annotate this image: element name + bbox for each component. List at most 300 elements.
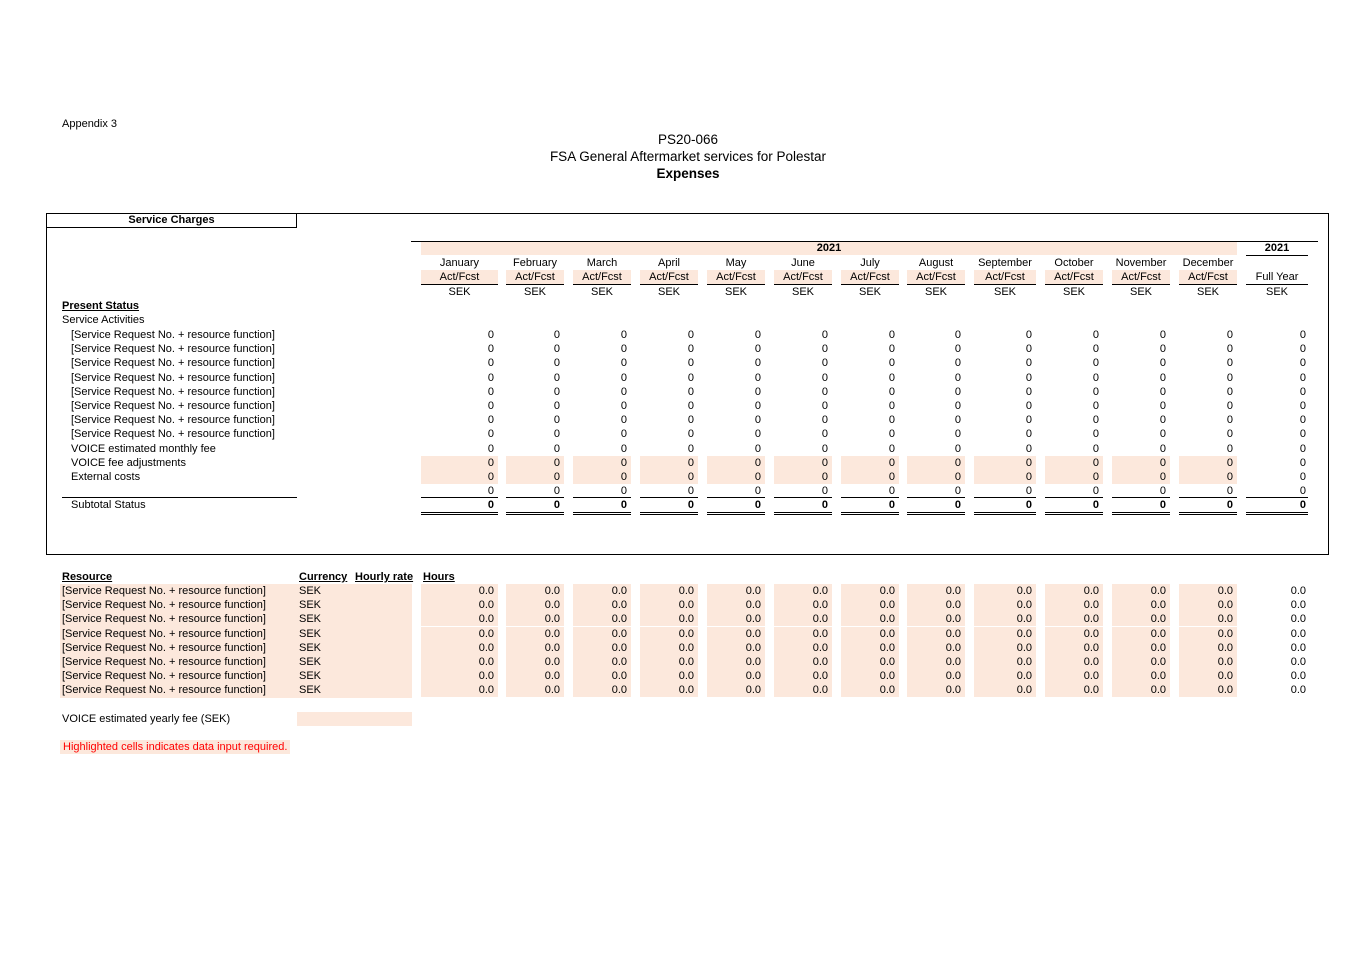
activity-value-cell[interactable]: 0 xyxy=(506,470,564,484)
activity-value-cell: 0 xyxy=(821,357,828,370)
currency-header: SEK xyxy=(448,286,471,298)
activity-value-cell: 0 xyxy=(687,400,694,412)
activity-value-cell: 0 xyxy=(1025,400,1032,412)
resource-hours-cell[interactable]: 0.0 xyxy=(907,683,965,697)
resource-hours-cell[interactable]: 0.0 xyxy=(974,683,1036,697)
resource-hours-cell[interactable]: 0.0 xyxy=(707,669,765,683)
resource-hours-cell[interactable]: 0.0 xyxy=(573,641,631,655)
activity-value-cell[interactable]: 0 xyxy=(907,456,965,470)
resource-hours-total: 0.0 xyxy=(1290,670,1306,683)
currency-header: SEK xyxy=(1129,286,1152,298)
activity-value-cell[interactable]: 0 xyxy=(573,470,631,484)
service-activities-label: Service Activities xyxy=(62,314,145,326)
month-header: June xyxy=(791,257,815,269)
activity-value-cell: 0 xyxy=(487,385,494,398)
currency-header: SEK xyxy=(858,286,881,298)
activity-value-cell[interactable]: 0 xyxy=(1112,456,1170,470)
resource-hours-cell[interactable]: 0.0 xyxy=(640,669,698,683)
activity-value-cell: 0 xyxy=(1092,357,1099,370)
sum-total-cell: 0 xyxy=(1299,485,1306,497)
resource-hours-cell[interactable]: 0.0 xyxy=(573,669,631,683)
activity-value-cell: 0 xyxy=(1159,442,1166,455)
resource-hours-total: 0.0 xyxy=(1290,641,1306,654)
resource-hours-cell[interactable]: 0.0 xyxy=(421,655,498,669)
resource-hours-cell[interactable]: 0.0 xyxy=(1045,598,1103,612)
resource-hours-cell[interactable]: 0.0 xyxy=(707,598,765,612)
activity-value-cell: 0 xyxy=(954,357,961,370)
activity-value-cell: 0 xyxy=(1159,371,1166,384)
resource-hours-cell[interactable]: 0.0 xyxy=(707,655,765,669)
month-header: November xyxy=(1115,257,1167,269)
resource-hours-cell[interactable]: 0.0 xyxy=(841,598,899,612)
resource-hours-cell[interactable]: 0.0 xyxy=(707,584,765,598)
resource-hours-total: 0.0 xyxy=(1290,599,1306,612)
activity-value-cell: 0 xyxy=(620,442,627,455)
activity-total-cell: 0 xyxy=(1299,371,1306,384)
sum-value-cell: 0 xyxy=(888,485,895,497)
service-charges-title: Service Charges xyxy=(46,213,297,228)
activity-value-cell: 0 xyxy=(954,385,961,398)
resource-hours-cell[interactable]: 0.0 xyxy=(774,612,832,626)
subtotal-double-rule xyxy=(707,512,765,515)
resource-hours-cell[interactable]: 0.0 xyxy=(421,669,498,683)
activity-value-cell: 0 xyxy=(821,371,828,384)
month-header: August xyxy=(918,257,954,269)
act-fcst-header: Act/Fcst xyxy=(841,270,899,284)
resource-hours-cell[interactable]: 0.0 xyxy=(1045,669,1103,683)
subtotal-double-rule xyxy=(1045,512,1103,515)
resource-hours-cell[interactable]: 0.0 xyxy=(841,641,899,655)
act-fcst-header: Act/Fcst xyxy=(1179,270,1237,284)
activity-value-cell: 0 xyxy=(1226,414,1233,427)
resource-hours-cell[interactable]: 0.0 xyxy=(1045,655,1103,669)
activity-value-cell: 0 xyxy=(487,343,494,356)
activity-value-cell: 0 xyxy=(888,357,895,370)
sum-value-cell: 0 xyxy=(954,485,961,497)
resource-hours-cell[interactable]: 0.0 xyxy=(907,612,965,626)
activity-value-cell: 0 xyxy=(821,400,828,412)
year-header-rule xyxy=(411,241,1318,242)
resource-row-label[interactable]: [Service Request No. + resource function] xyxy=(62,627,266,640)
present-status-heading: Present Status xyxy=(62,300,140,312)
resource-hours-cell[interactable]: 0.0 xyxy=(506,627,564,641)
activity-value-cell: 0 xyxy=(620,343,627,356)
subtotal-value-cell: 0 xyxy=(553,499,560,511)
hourly-rate-column-header: Hourly rate xyxy=(355,571,414,583)
month-header: April xyxy=(657,257,680,269)
resource-hours-cell[interactable]: 0.0 xyxy=(640,612,698,626)
resource-hours-cell[interactable]: 0.0 xyxy=(421,641,498,655)
activity-value-cell: 0 xyxy=(1025,329,1032,341)
activity-value-cell: 0 xyxy=(1025,357,1032,370)
subtotal-double-rule xyxy=(841,512,899,515)
resource-hours-cell[interactable]: 0.0 xyxy=(506,641,564,655)
subtotal-double-rule xyxy=(1179,512,1237,515)
currency-header: SEK xyxy=(724,286,747,298)
activity-value-cell[interactable]: 0 xyxy=(421,456,498,470)
resource-hours-cell[interactable]: 0.0 xyxy=(841,584,899,598)
resource-hours-cell[interactable]: 0.0 xyxy=(907,598,965,612)
activity-value-cell: 0 xyxy=(754,414,761,427)
resource-hours-cell[interactable]: 0.0 xyxy=(907,584,965,598)
resource-row-label[interactable]: [Service Request No. + resource function] xyxy=(62,613,266,626)
resource-hours-cell[interactable]: 0.0 xyxy=(774,683,832,697)
activity-value-cell: 0 xyxy=(888,343,895,356)
activity-value-cell[interactable]: 0 xyxy=(421,470,498,484)
resource-row-label[interactable]: [Service Request No. + resource function] xyxy=(62,585,266,597)
activity-value-cell: 0 xyxy=(687,371,694,384)
resource-hours-cell[interactable]: 0.0 xyxy=(974,598,1036,612)
subtotal-value-cell: 0 xyxy=(754,499,761,511)
subtotal-value-cell: 0 xyxy=(821,499,828,511)
activity-value-cell: 0 xyxy=(821,343,828,356)
resource-hours-cell[interactable]: 0.0 xyxy=(707,627,765,641)
resource-hours-cell[interactable]: 0.0 xyxy=(421,584,498,598)
activity-value-cell[interactable]: 0 xyxy=(974,456,1036,470)
resource-hours-cell[interactable]: 0.0 xyxy=(640,655,698,669)
resource-hours-cell[interactable]: 0.0 xyxy=(1112,655,1170,669)
activity-value-cell: 0 xyxy=(687,357,694,370)
resource-hours-cell[interactable]: 0.0 xyxy=(573,683,631,697)
activity-value-cell[interactable]: 0 xyxy=(707,456,765,470)
header-rule xyxy=(1246,255,1308,256)
act-fcst-header: Act/Fcst xyxy=(1112,270,1170,284)
currency-header: SEK xyxy=(657,286,680,298)
activity-value-cell: 0 xyxy=(954,400,961,412)
sum-value-cell: 0 xyxy=(754,485,761,497)
resource-currency[interactable]: SEK xyxy=(299,613,322,626)
resource-hours-cell[interactable]: 0.0 xyxy=(506,612,564,626)
activity-row-label: [Service Request No. + resource function] xyxy=(71,357,275,370)
activity-value-cell: 0 xyxy=(821,385,828,398)
resource-hours-cell[interactable]: 0.0 xyxy=(907,627,965,641)
activity-value-cell[interactable]: 0 xyxy=(640,456,698,470)
activity-value-cell: 0 xyxy=(1092,385,1099,398)
resource-currency[interactable]: SEK xyxy=(299,627,322,640)
activity-value-cell: 0 xyxy=(620,428,627,441)
activity-value-cell: 0 xyxy=(1226,428,1233,441)
resource-hours-cell[interactable]: 0.0 xyxy=(1045,584,1103,598)
resource-hours-cell[interactable]: 0.0 xyxy=(1179,641,1237,655)
activity-value-cell: 0 xyxy=(1092,343,1099,356)
sum-value-cell: 0 xyxy=(1159,485,1166,497)
resource-hours-cell[interactable]: 0.0 xyxy=(640,598,698,612)
resource-hours-cell[interactable]: 0.0 xyxy=(974,669,1036,683)
activity-value-cell[interactable]: 0 xyxy=(573,456,631,470)
resource-hours-cell[interactable]: 0.0 xyxy=(573,612,631,626)
resource-hours-cell[interactable]: 0.0 xyxy=(1179,683,1237,697)
sum-value-cell: 0 xyxy=(687,485,694,497)
resource-currency[interactable]: SEK xyxy=(299,684,322,697)
act-fcst-header: Act/Fcst xyxy=(974,270,1036,284)
hours-column-header: Hours xyxy=(423,571,455,583)
month-header: March xyxy=(586,257,618,269)
resource-currency[interactable]: SEK xyxy=(299,641,322,654)
activity-value-cell: 0 xyxy=(620,400,627,412)
resource-row-label[interactable]: [Service Request No. + resource function] xyxy=(62,684,266,697)
resource-hours-cell[interactable]: 0.0 xyxy=(974,584,1036,598)
resource-currency[interactable]: SEK xyxy=(299,599,322,612)
activity-value-cell: 0 xyxy=(954,371,961,384)
activity-value-cell: 0 xyxy=(487,329,494,341)
resource-hours-cell[interactable]: 0.0 xyxy=(1045,612,1103,626)
resource-hours-cell[interactable]: 0.0 xyxy=(506,669,564,683)
activity-value-cell: 0 xyxy=(821,428,828,441)
resource-hours-cell[interactable]: 0.0 xyxy=(1112,612,1170,626)
resource-hours-cell[interactable]: 0.0 xyxy=(1112,669,1170,683)
resource-hours-cell[interactable]: 0.0 xyxy=(774,669,832,683)
voice-yearly-fee-input[interactable] xyxy=(297,712,412,726)
activity-value-cell: 0 xyxy=(888,385,895,398)
subtotal-double-rule xyxy=(1246,512,1308,515)
resource-currency[interactable]: SEK xyxy=(299,656,322,668)
activity-value-cell: 0 xyxy=(1159,343,1166,356)
resource-hours-cell[interactable]: 0.0 xyxy=(640,584,698,598)
input-required-note: Highlighted cells indicates data input required. xyxy=(60,740,290,754)
resource-hours-cell[interactable]: 0.0 xyxy=(421,598,498,612)
activity-value-cell: 0 xyxy=(821,329,828,341)
activity-value-cell[interactable]: 0 xyxy=(841,470,899,484)
subtotal-label: Subtotal Status xyxy=(71,499,146,511)
sum-value-cell: 0 xyxy=(487,485,494,497)
resource-hours-cell[interactable]: 0.0 xyxy=(1045,641,1103,655)
resource-hours-cell[interactable]: 0.0 xyxy=(640,683,698,697)
resource-header: Resource xyxy=(62,571,113,583)
activity-row-label: [Service Request No. + resource function] xyxy=(71,329,275,341)
activity-value-cell: 0 xyxy=(487,428,494,441)
year-header: 2021 xyxy=(816,242,842,254)
activity-value-cell: 0 xyxy=(954,428,961,441)
activity-value-cell: 0 xyxy=(1159,357,1166,370)
activity-value-cell: 0 xyxy=(687,442,694,455)
subtotal-double-rule xyxy=(1112,512,1170,515)
resource-hours-cell[interactable]: 0.0 xyxy=(506,683,564,697)
activity-total-cell: 0 xyxy=(1299,329,1306,341)
subtotal-value-cell: 0 xyxy=(487,499,494,511)
currency-header: SEK xyxy=(993,286,1016,298)
activity-value-cell[interactable]: 0 xyxy=(1179,470,1237,484)
activity-value-cell: 0 xyxy=(1092,329,1099,341)
activity-value-cell: 0 xyxy=(487,371,494,384)
activity-value-cell: 0 xyxy=(1092,414,1099,427)
resource-hours-cell[interactable]: 0.0 xyxy=(1179,669,1237,683)
act-fcst-header: Act/Fcst xyxy=(1045,270,1103,284)
activity-value-cell[interactable]: 0 xyxy=(707,470,765,484)
resource-row-label[interactable]: [Service Request No. + resource function] xyxy=(62,670,266,683)
resource-hours-cell[interactable]: 0.0 xyxy=(774,627,832,641)
activity-row-label: [Service Request No. + resource function] xyxy=(71,428,275,441)
resource-hours-cell[interactable]: 0.0 xyxy=(1179,627,1237,641)
activity-value-cell[interactable]: 0 xyxy=(1112,470,1170,484)
activity-value-cell: 0 xyxy=(1226,329,1233,341)
activity-value-cell[interactable]: 0 xyxy=(1045,456,1103,470)
resource-hours-cell[interactable]: 0.0 xyxy=(640,641,698,655)
activity-value-cell[interactable]: 0 xyxy=(974,470,1036,484)
resource-hours-cell[interactable]: 0.0 xyxy=(841,683,899,697)
month-header: January xyxy=(439,257,480,269)
activity-value-cell: 0 xyxy=(1025,385,1032,398)
resource-hours-cell[interactable]: 0.0 xyxy=(640,627,698,641)
activity-value-cell: 0 xyxy=(754,357,761,370)
currency-header: SEK xyxy=(791,286,814,298)
resource-hours-total: 0.0 xyxy=(1290,613,1306,626)
full-year-label: Full Year xyxy=(1255,271,1299,283)
resource-hours-cell[interactable]: 0.0 xyxy=(1179,598,1237,612)
resource-hours-cell[interactable]: 0.0 xyxy=(707,683,765,697)
subtotal-double-rule xyxy=(506,512,564,515)
resource-hours-cell[interactable]: 0.0 xyxy=(907,669,965,683)
resource-hours-cell[interactable]: 0.0 xyxy=(841,627,899,641)
resource-hours-total: 0.0 xyxy=(1290,684,1306,697)
resource-hours-cell[interactable]: 0.0 xyxy=(841,669,899,683)
resource-hours-cell[interactable]: 0.0 xyxy=(1112,683,1170,697)
activity-value-cell: 0 xyxy=(687,329,694,341)
activity-value-cell: 0 xyxy=(1025,442,1032,455)
resource-hours-cell[interactable]: 0.0 xyxy=(841,655,899,669)
activity-total-cell: 0 xyxy=(1299,414,1306,427)
act-fcst-header: Act/Fcst xyxy=(907,270,965,284)
section-title: Expenses xyxy=(656,166,720,181)
activity-row-label: [Service Request No. + resource function] xyxy=(71,343,275,356)
activity-value-cell: 0 xyxy=(1025,371,1032,384)
activity-value-cell: 0 xyxy=(1025,414,1032,427)
activity-value-cell[interactable]: 0 xyxy=(774,470,832,484)
act-fcst-header: Act/Fcst xyxy=(640,270,698,284)
resource-hours-cell[interactable]: 0.0 xyxy=(974,655,1036,669)
activity-value-cell[interactable]: 0 xyxy=(1179,456,1237,470)
resource-hours-cell[interactable]: 0.0 xyxy=(1045,627,1103,641)
currency-header: SEK xyxy=(924,286,947,298)
activity-value-cell[interactable]: 0 xyxy=(841,456,899,470)
activity-value-cell: 0 xyxy=(1025,428,1032,441)
subtotal-double-rule xyxy=(573,512,631,515)
full-year-header: 2021 xyxy=(1264,242,1290,254)
resource-hours-cell[interactable]: 0.0 xyxy=(421,627,498,641)
resource-currency[interactable]: SEK xyxy=(299,670,322,683)
activity-value-cell: 0 xyxy=(687,343,694,356)
activity-value-cell: 0 xyxy=(954,329,961,341)
resource-hours-cell[interactable]: 0.0 xyxy=(506,598,564,612)
resource-row-label[interactable]: [Service Request No. + resource function] xyxy=(62,656,266,668)
resource-hours-cell[interactable]: 0.0 xyxy=(573,655,631,669)
subtotal-double-rule xyxy=(774,512,832,515)
currency-header: SEK xyxy=(1265,286,1288,298)
resource-hours-cell[interactable]: 0.0 xyxy=(573,598,631,612)
month-header: February xyxy=(512,257,558,269)
resource-hours-cell[interactable]: 0.0 xyxy=(841,612,899,626)
resource-hours-cell[interactable]: 0.0 xyxy=(573,627,631,641)
resource-hours-cell[interactable]: 0.0 xyxy=(506,655,564,669)
resource-hours-cell[interactable]: 0.0 xyxy=(1112,627,1170,641)
resource-hours-cell[interactable]: 0.0 xyxy=(774,598,832,612)
subtotal-double-rule xyxy=(640,512,698,515)
activity-value-cell: 0 xyxy=(620,371,627,384)
activity-value-cell: 0 xyxy=(888,442,895,455)
resource-hours-cell[interactable]: 0.0 xyxy=(506,584,564,598)
activity-value-cell: 0 xyxy=(754,329,761,341)
sum-value-cell: 0 xyxy=(1025,485,1032,497)
activity-value-cell[interactable]: 0 xyxy=(1045,470,1103,484)
resource-hours-cell[interactable]: 0.0 xyxy=(907,655,965,669)
activity-value-cell: 0 xyxy=(1226,371,1233,384)
activity-total-cell: 0 xyxy=(1299,456,1306,469)
activity-value-cell: 0 xyxy=(1226,385,1233,398)
activity-value-cell: 0 xyxy=(1226,357,1233,370)
subtotal-value-cell: 0 xyxy=(687,499,694,511)
resource-hours-cell[interactable]: 0.0 xyxy=(974,627,1036,641)
activity-value-cell: 0 xyxy=(888,371,895,384)
activity-value-cell: 0 xyxy=(754,442,761,455)
activity-value-cell[interactable]: 0 xyxy=(774,456,832,470)
activity-row-label: VOICE estimated monthly fee xyxy=(71,442,216,455)
resource-hours-cell[interactable]: 0.0 xyxy=(1112,584,1170,598)
activity-value-cell: 0 xyxy=(687,414,694,427)
activity-value-cell: 0 xyxy=(954,442,961,455)
activity-total-cell: 0 xyxy=(1299,471,1306,483)
currency-header: SEK xyxy=(1062,286,1085,298)
resource-currency[interactable]: SEK xyxy=(299,585,322,597)
resource-hours-cell[interactable]: 0.0 xyxy=(1045,683,1103,697)
activity-value-cell: 0 xyxy=(1159,329,1166,341)
resource-hours-cell[interactable]: 0.0 xyxy=(1112,598,1170,612)
resource-hours-cell[interactable]: 0.0 xyxy=(774,641,832,655)
resource-hours-total: 0.0 xyxy=(1290,627,1306,640)
activity-value-cell[interactable]: 0 xyxy=(640,470,698,484)
resource-hours-cell[interactable]: 0.0 xyxy=(974,612,1036,626)
resource-hours-cell[interactable]: 0.0 xyxy=(707,612,765,626)
subtotal-double-rule xyxy=(907,512,965,515)
resource-hours-cell[interactable]: 0.0 xyxy=(1179,655,1237,669)
activity-value-cell: 0 xyxy=(487,442,494,455)
resource-hours-cell[interactable]: 0.0 xyxy=(774,584,832,598)
resource-hours-cell[interactable]: 0.0 xyxy=(573,584,631,598)
activity-total-cell: 0 xyxy=(1299,343,1306,356)
resource-hours-cell[interactable]: 0.0 xyxy=(1179,584,1237,598)
resource-hours-cell[interactable]: 0.0 xyxy=(1179,612,1237,626)
resource-hours-cell[interactable]: 0.0 xyxy=(774,655,832,669)
resource-hours-cell[interactable]: 0.0 xyxy=(707,641,765,655)
sum-value-cell: 0 xyxy=(1226,485,1233,497)
resource-hours-cell[interactable]: 0.0 xyxy=(1112,641,1170,655)
activity-value-cell[interactable]: 0 xyxy=(506,456,564,470)
activity-value-cell: 0 xyxy=(687,428,694,441)
activity-value-cell: 0 xyxy=(888,414,895,427)
currency-header: SEK xyxy=(590,286,613,298)
subtotal-value-cell: 0 xyxy=(1159,499,1166,511)
activity-value-cell: 0 xyxy=(620,357,627,370)
activity-value-cell[interactable]: 0 xyxy=(907,470,965,484)
activity-value-cell: 0 xyxy=(620,329,627,341)
act-fcst-header: Act/Fcst xyxy=(707,270,765,284)
activity-value-cell: 0 xyxy=(620,385,627,398)
activity-value-cell: 0 xyxy=(487,400,494,412)
resource-hours-cell[interactable]: 0.0 xyxy=(907,641,965,655)
resource-hours-cell[interactable]: 0.0 xyxy=(974,641,1036,655)
month-header: July xyxy=(860,257,880,269)
resource-hours-cell[interactable]: 0.0 xyxy=(421,683,498,697)
resource-row-label[interactable]: [Service Request No. + resource function] xyxy=(62,641,266,654)
activity-value-cell: 0 xyxy=(1159,428,1166,441)
resource-row-label[interactable]: [Service Request No. + resource function] xyxy=(62,599,266,612)
subtotal-value-cell: 0 xyxy=(954,499,961,511)
sum-value-cell: 0 xyxy=(821,485,828,497)
activity-value-cell: 0 xyxy=(620,414,627,427)
voice-yearly-fee-label: VOICE estimated yearly fee (SEK) xyxy=(62,713,231,725)
activity-value-cell: 0 xyxy=(553,329,560,341)
document-subtitle: FSA General Aftermarket services for Polestar xyxy=(549,149,827,164)
resource-hours-cell[interactable]: 0.0 xyxy=(421,612,498,626)
activity-value-cell: 0 xyxy=(553,414,560,427)
